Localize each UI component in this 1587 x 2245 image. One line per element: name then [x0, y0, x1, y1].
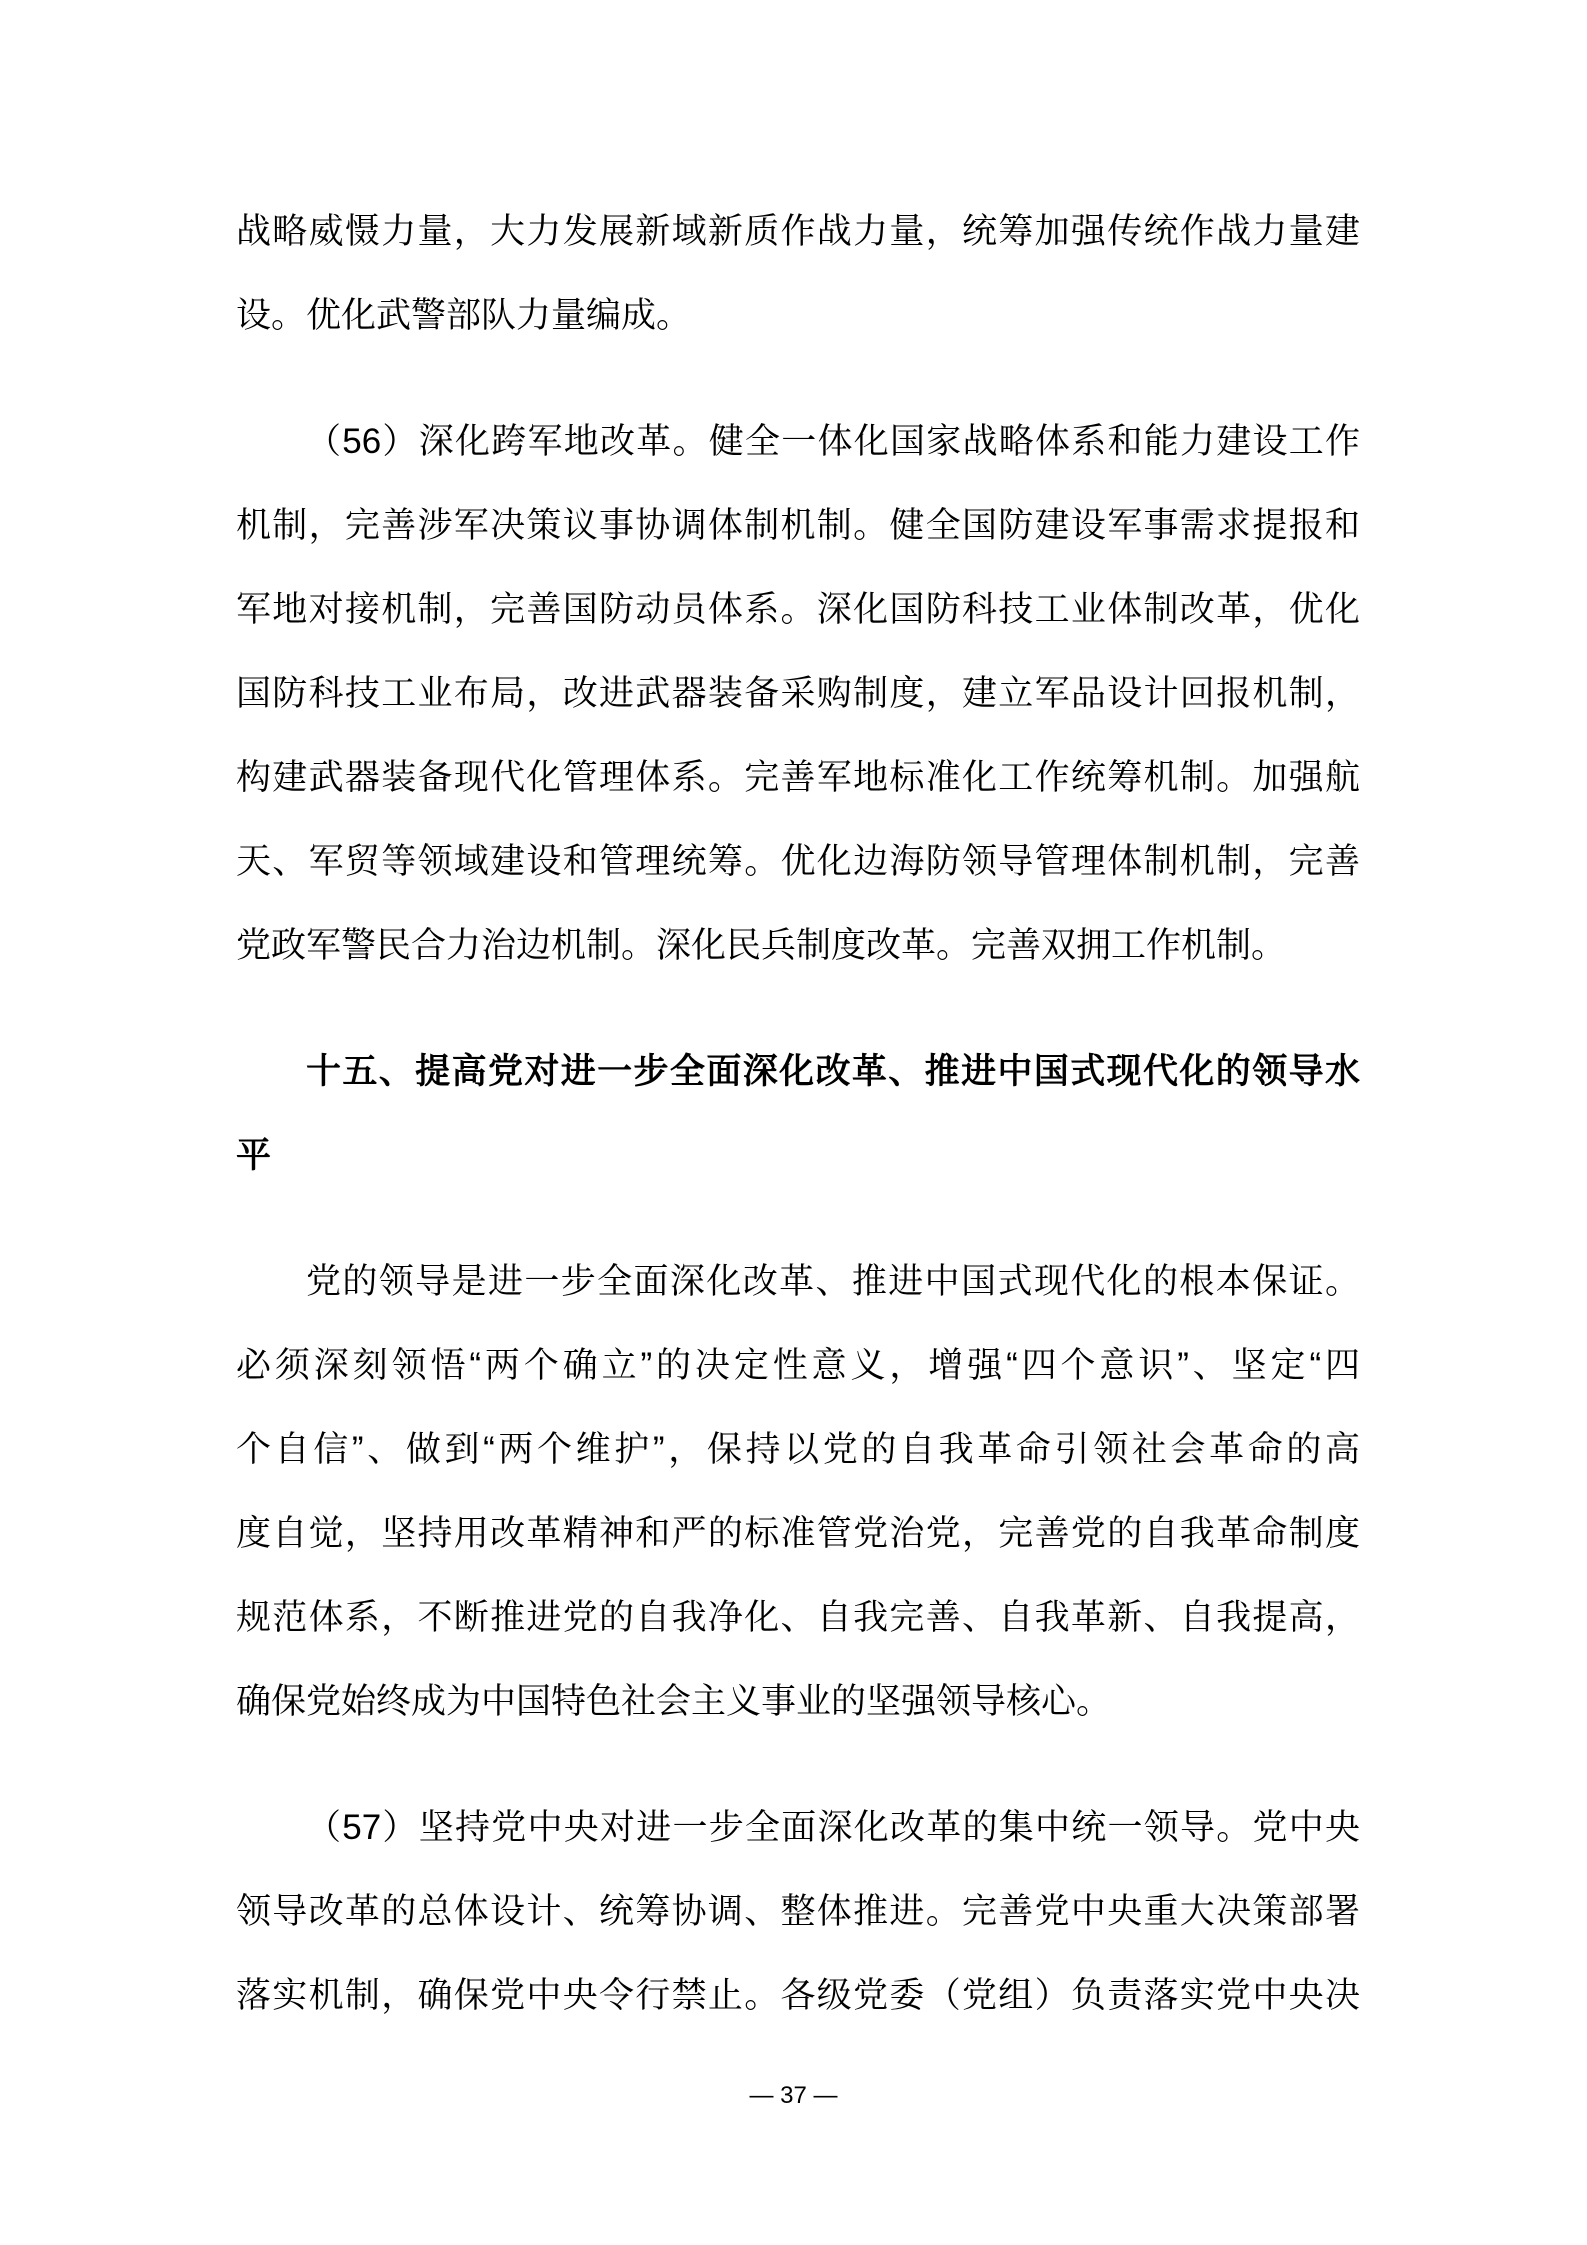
text-line: 机制，完善涉军决策议事协调体制机制。健全国防建设军事需求提报和: [236, 506, 1360, 545]
paragraph: [236, 1786, 1360, 2038]
text-line: 党的领导是进一步全面深化改革、推进中国式现代化的根本保证。: [306, 1262, 1360, 1301]
text-line: 落实机制，确保党中央令行禁止。各级党委（党组）负责落实党中央决: [236, 1976, 1360, 2015]
text-line: 国防科技工业布局，改进武器装备采购制度，建立军品设计回报机制，: [236, 674, 1360, 713]
text-line: 构建武器装备现代化管理体系。完善军地标准化工作统筹机制。加强航: [236, 758, 1360, 797]
text-line: 平: [236, 1136, 272, 1175]
text-line: （57）坚持党中央对进一步全面深化改革的集中统一领导。党中央: [306, 1808, 1360, 1847]
text-line: 确保党始终成为中国特色社会主义事业的坚强领导核心。: [236, 1682, 1112, 1721]
text-line: 军地对接机制，完善国防动员体系。深化国防科技工业体制改革，优化: [236, 590, 1360, 629]
text-line: 设。优化武警部队力量编成。: [236, 296, 692, 335]
text-line: 规范体系，不断推进党的自我净化、自我完善、自我革新、自我提高，: [236, 1598, 1360, 1637]
text-line: 党政军警民合力治边机制。深化民兵制度改革。完善双拥工作机制。: [236, 926, 1287, 965]
text-line: 个自信”、做到“两个维护”，保持以党的自我革命引领社会革命的高: [236, 1430, 1360, 1469]
text-line: 天、军贸等领域建设和管理统筹。优化边海防领导管理体制机制，完善: [236, 842, 1360, 881]
section-heading: [236, 1030, 1360, 1198]
text-line: （56）深化跨军地改革。健全一体化国家战略体系和能力建设工作: [306, 422, 1360, 461]
text-line: 领导改革的总体设计、统筹协调、整体推进。完善党中央重大决策部署: [236, 1892, 1360, 1931]
text-line: 战略威慑力量，大力发展新域新质作战力量，统筹加强传统作战力量建: [236, 212, 1360, 251]
paragraph: [236, 1240, 1360, 1744]
page-number: — 37 —: [749, 2082, 838, 2109]
paragraph: [236, 400, 1360, 988]
body-text: [236, 190, 1360, 2080]
text-line: 度自觉，坚持用改革精神和严的标准管党治党，完善党的自我革命制度: [236, 1514, 1360, 1553]
text-line: 十五、提高党对进一步全面深化改革、推进中国式现代化的领导水: [306, 1052, 1360, 1091]
paragraph: [236, 190, 1360, 358]
text-line: 必须深刻领悟“两个确立”的决定性意义，增强“四个意识”、坚定“四: [236, 1346, 1360, 1385]
